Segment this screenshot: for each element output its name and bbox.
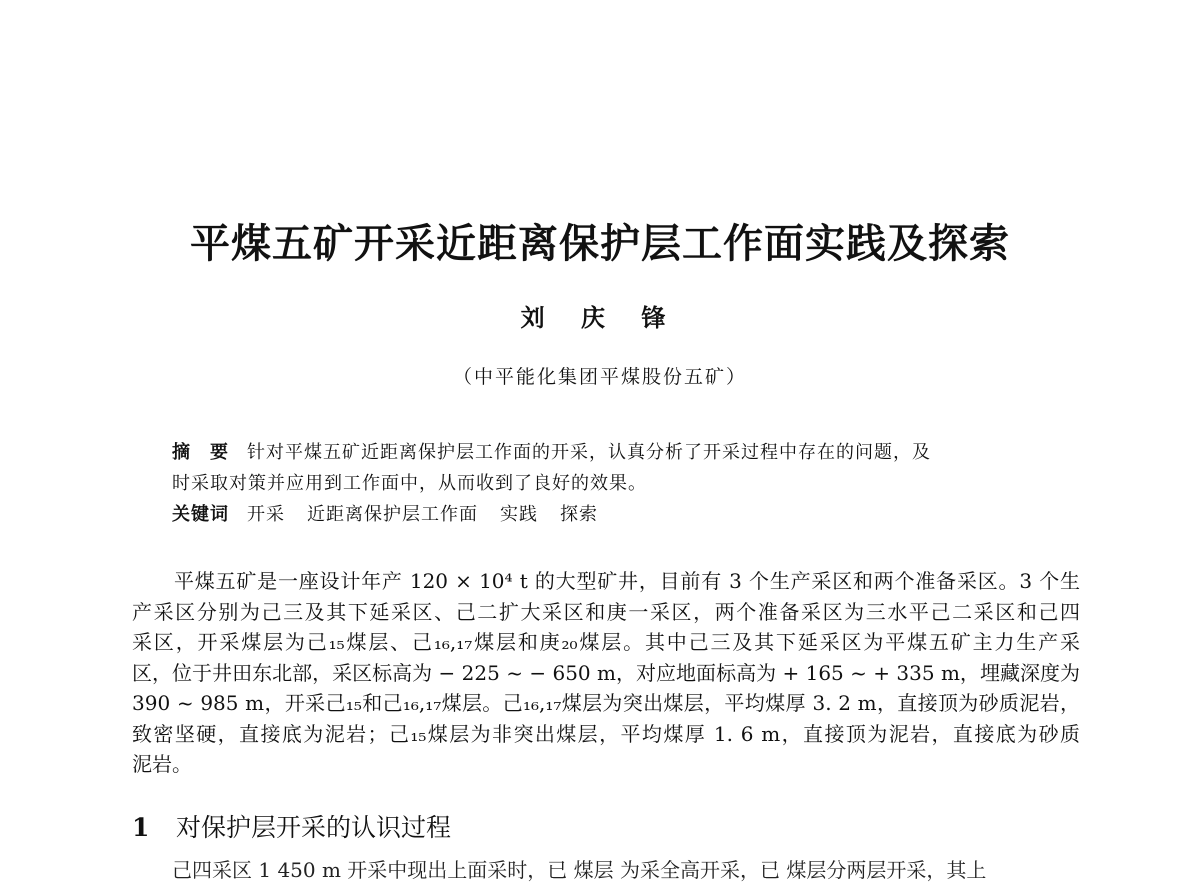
abstract-label: 摘 要 [172,442,229,463]
keyword-item: 实践 [500,504,538,525]
body-line: 采区，开采煤层为己₁₅煤层、己₁₆,₁₇煤层和庚₂₀煤层。其中己三及其下延采区为平煤五矿主力生产采 [132,630,1080,654]
body-line: 区，位于井田东北部，采区标高为 − 225 ~ − 650 m，对应地面标高为 + 165 ~ + 335 m，埋藏深度为 [132,660,1080,685]
section-title: 对保护层开采的认识过程 [176,813,452,842]
paper-title: 平煤五矿开采近距离保护层工作面实践及探索 [190,221,1010,267]
body-paragraph [132,566,1080,780]
abstract-block [172,437,1042,530]
abstract-text-line-1: 针对平煤五矿近距离保护层工作面的开采，认真分析了开采过程中存在的问题，及 [247,442,931,463]
body-line: 致密坚硬，直接底为泥岩；己₁₅煤层为非突出煤层，平均煤厚 1. 6 m，直接顶为泥岩，直接底为砂质 [132,721,1080,746]
author-name: 刘 庆 锋 [520,303,680,332]
section-number: 1 [132,813,150,842]
body-line: 平煤五矿是一座设计年产 120 × 10⁴ t 的大型矿井，目前有 3 个生产采区和两个准备采区。3 个生 [174,569,1080,593]
abstract-text-line-2: 时采取对策并应用到工作面中，从而收到了良好的效果。 [172,473,647,494]
body-line: 泥岩。 [132,752,192,776]
abstract-row-1 [172,437,1042,468]
keyword-item: 开采 [247,504,285,525]
body-line: 390 ~ 985 m，开采己₁₅和己₁₆,₁₇煤层。己₁₆,₁₇煤层为突出煤层，平均煤厚 3. 2 m，直接顶为砂质泥岩， [132,691,1080,715]
keywords-row [172,499,1042,530]
keywords-label: 关键词 [172,504,229,525]
cutoff-text-line: 己四采区 1 450 m 开采中现出上面采时，已 煤层 为采全高开采，已 煤层分两层开采，其上 [172,858,987,882]
keyword-item: 探索 [560,504,598,525]
keyword-item: 近距离保护层工作面 [307,504,478,525]
author-affiliation: （中平能化集团平煤股份五矿） [452,366,747,388]
section-heading [132,808,451,844]
body-line: 产采区分别为己三及其下延采区、己二扩大采区和庚一采区，两个准备采区为三水平己二采区和己四 [132,599,1080,624]
